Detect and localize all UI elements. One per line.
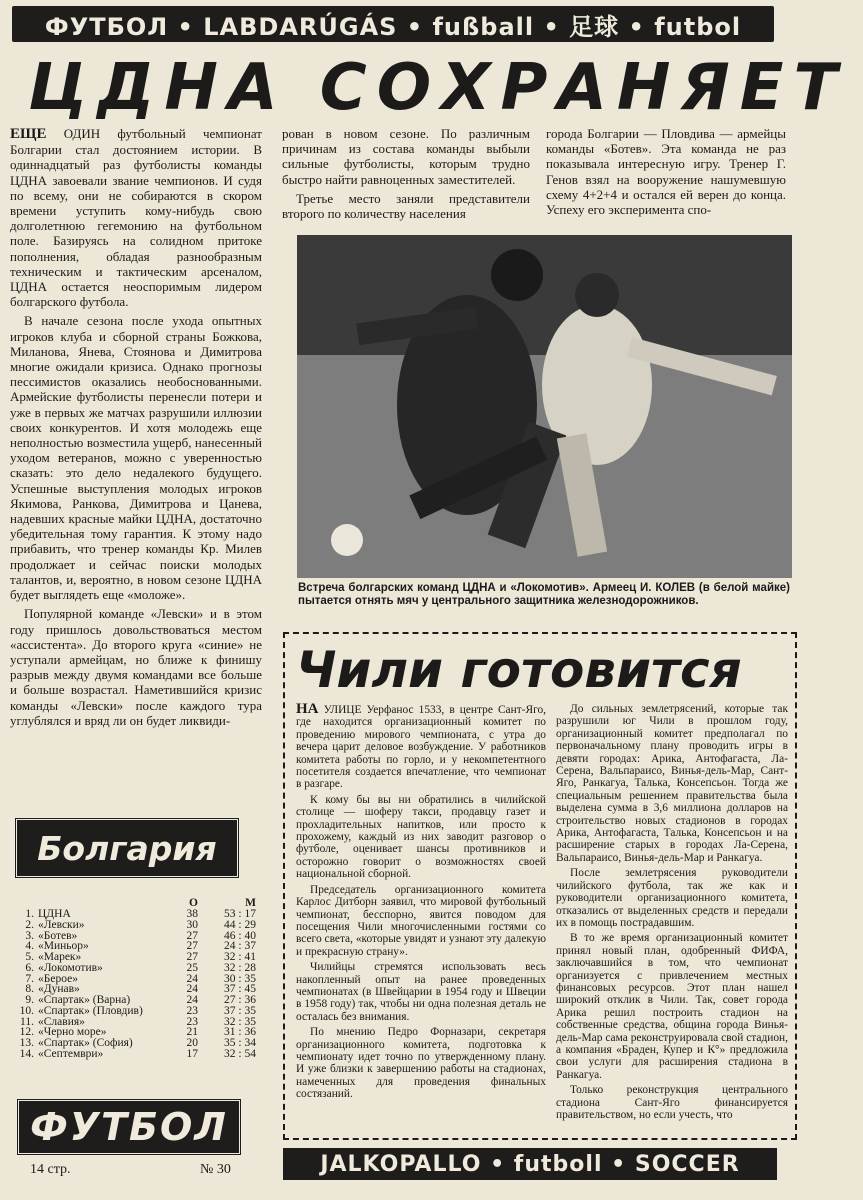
position-cell: 13.: [19, 1037, 34, 1049]
main-article-column-3: [546, 126, 786, 221]
goals-column-header: М: [245, 897, 256, 909]
article-paragraph: Третье место заняли представители второго по количеству населения: [282, 190, 530, 222]
chile-headline: Чили готовится: [296, 641, 742, 699]
article-paragraph: [296, 703, 546, 791]
goals-cell: 37 : 35: [224, 1004, 256, 1017]
goals-cell: 44 : 29: [224, 918, 256, 931]
goals-cell: 32 : 54: [224, 1047, 256, 1060]
points-cell: 24: [186, 983, 198, 996]
points-cell: 27: [186, 951, 198, 963]
article-paragraph: рован в новом сезоне. По различным причинам из состава команды выбыли сильные футболисты, которым трудно быстро найти равноценных заместителей.: [282, 126, 530, 187]
position-cell: 1.: [25, 908, 34, 920]
position-cell: 6.: [25, 961, 34, 974]
points-column-header: О: [189, 897, 198, 909]
team-cell: ЦДНА: [38, 908, 71, 920]
points-cell: 20: [186, 1037, 198, 1049]
points-cell: 23: [186, 1004, 198, 1017]
standings-row: [14, 1049, 264, 1060]
team-cell: «Ботев»: [38, 929, 78, 942]
points-cell: 23: [186, 1015, 198, 1028]
article-paragraph: Популярной команде «Левски» и в этом году пришлось довольствоваться местом «ассистента». До второго круга «синие» не уступали армейцам, но ближе к финишу разрыв между двумя командами все больше и больше возрастал. Наметившийся кризис команды «Левски» после каждого тура углублялся и вряд ли он будет ликвиди-: [10, 606, 262, 728]
team-cell: «Левски»: [38, 918, 85, 931]
position-cell: 2.: [25, 918, 34, 931]
team-cell: «Берое»: [38, 972, 78, 985]
goals-cell: 30 : 35: [224, 972, 256, 985]
bulgaria-badge: Болгария: [14, 817, 240, 879]
points-cell: 27: [186, 929, 198, 942]
team-cell: «Черно море»: [38, 1026, 107, 1039]
match-photo: [297, 235, 792, 578]
paragraph-text: УЛИЦЕ Уерфанос 1533, в центре Сант-Яго, где находится организационный комитет по проведению мирового чемпионата, с утра до вечера царит деловое возбуждение. У работников комитета работы по горло, и у некомпетентного посетителя создается впечатление, что чемпионат в разгаре.: [296, 704, 546, 791]
article-paragraph: До сильных землетрясений, которые так разрушили юг Чили в прошлом году, организационный комитет предполагал по первоначальному плану проводить игры в девяти городах: Арика, Антофагаста, Ла-Серена, Вальпараисо, Винья-дель-Мар, Сант-Яго, Ранкагуа, Талька, Консепсьон. Тогда же специальным решением правительства была выделена сумма в 3,6 миллиона долларов на строительство новых стадионов в городах Арика, Антофагаста, Талька, Консепсьон и на расширение старых в городах Ла-Серена, Вальпараисо, Винья-дель-Мар и Ранкагуа.: [556, 703, 788, 864]
points-cell: 30: [186, 918, 198, 931]
position-cell: 4.: [25, 940, 34, 953]
team-cell: «Спартак» (София): [38, 1037, 133, 1049]
paragraph-text: ОДИН футбольный чемпионат Болгарии стал достоянием истории. В одиннадцатый раз футболисты команды ЦДНА завоевали звание чемпионов. И судя по всему, они не собираются в скором времени уступить кому-нибудь свою долголетнюю гегемонию на футбольном поле. Базируясь на солидном притоке пополнения, обладая разнообразным техническим и тактическим арсеналом, ЦДНА остается неоспоримым лидером болгарского футбола.: [10, 126, 262, 310]
lead-word: НА: [296, 701, 319, 717]
standings-row: [14, 963, 264, 974]
main-article-column-1: [10, 126, 262, 806]
main-article-column-2: [282, 126, 530, 225]
article-paragraph: города Болгарии — Пловдива — армейцы команды «Ботев». Эта команда не раз показывала интересную игру. Тренер Г. Генов взял на вооружение нашумевшую схему 4+2+4 и остался ей верен до конца. Успеху его эксперимента спо-: [546, 126, 786, 218]
position-cell: 14.: [19, 1047, 34, 1060]
position-cell: 10.: [19, 1004, 34, 1017]
goals-cell: 32 : 35: [224, 1015, 256, 1028]
position-cell: 7.: [25, 972, 34, 985]
article-paragraph: К кому бы вы ни обратились в чилийской столице — шоферу такси, продавцу газет и прохладительных напитков, или просто к прохожему, каждый из них заводит разговор о футболе, оценивает шансы противников и осторожно говорит о возможностях своей национальной сборной.: [296, 793, 546, 881]
goals-cell: 32 : 28: [224, 961, 256, 974]
article-headline: ЦДНА СОХРАНЯЕТ: [28, 51, 848, 125]
photo-caption: Встреча болгарских команд ЦДНА и «Локомотив». Армеец И. КОЛЕВ (в белой майке) пытается отнять мяч у центрального защитника железнодорожников.: [298, 582, 790, 607]
article-paragraph: Только реконструкция центрального стадиона Сант-Яго финансируется правительством, но если учесть, что: [556, 1084, 788, 1121]
issue-number: № 30: [200, 1162, 231, 1177]
page-number: 14 стр.: [30, 1162, 71, 1177]
position-cell: 12.: [19, 1026, 34, 1039]
team-cell: «Спартак» (Варна): [38, 994, 131, 1006]
standings-table: [14, 898, 264, 1060]
team-cell: «Марек»: [38, 951, 82, 963]
position-cell: 8.: [25, 983, 34, 996]
standings-row: [14, 920, 264, 931]
article-paragraph: В начале сезона после ухода опытных игроков клуба и сборной страны Божкова, Миланова, Янева, Стоянова и Димитрова многие ожидали кризиса. Однако прогнозы пессимистов оказались необоснованными. Армейские футболисты перенесли потери и уже в первых же матчах разрушили иллюзии своих конкурентов. И хотя молодежь еще неполностью возместила ущерб, нанесенный уходом ветеранов, можно с уверенностью сказать: это дело недалекого будущего. Успешные выступления молодых игроков Якимова, Ранкова, Димитрова и Цанева, надевших красные майки ЦДНА, достаточно убедительная тому гарантия. К этому надо прибавить, что тренер команды Кр. Милев продолжает и сейчас поиски молодых талантов, и, вероятно, в новом сезоне ЦДНА будет выглядеть еще «моложе».: [10, 313, 262, 603]
position-cell: 9.: [25, 994, 34, 1006]
article-paragraph: В то же время организационный комитет принял новый план, одобренный ФИФА, заключавшийся в том, что чемпионат организуется с привлечением местных финансовых ресурсов. Этот план нашел широкий отклик в Чили. Так, совет города Арика решил построить стадион на собственные средства, община города Винья-дель-Мар сама реконструировала свой стадион, а компания «Браден, Купер и К°» предложила свои услуги для расширения стадиона в Ранкагуа.: [556, 932, 788, 1081]
article-paragraph: [10, 126, 262, 309]
article-paragraph: Председатель организационного комитета Карлос Дитборн заявил, что мировой футбольный чемпионат, бесспорно, явится поводом для посещения Чили многочисленными гостями со всего света, «которые увидят и узнают эту далекую и прекрасную страну».: [296, 883, 546, 958]
chile-column-1: [296, 703, 546, 1104]
top-banner: ФУТБОЛ • LABDARÚGÁS • fußball • 足球 • futbol: [12, 6, 774, 42]
article-paragraph: Чилийцы стремятся использовать весь накопленный опыт на ранее проведенных чемпионатах (в Швейцарии в 1954 году и Швеции в 1958 году) так, чтобы ни одна полезная деталь не осталась без внимания.: [296, 961, 546, 1023]
position-cell: 3.: [25, 929, 34, 942]
team-cell: «Миньор»: [38, 940, 89, 953]
article-paragraph: По мнению Педро Форназари, секретаря организационного комитета, подготовка к чемпионату идет точно по утвержденному плану. И уже близки к завершению работы на стадионах, намеченных для проведения финальных состязаний.: [296, 1026, 546, 1101]
points-cell: 38: [186, 908, 198, 920]
goals-cell: 46 : 40: [224, 929, 256, 942]
lead-word: ЕЩЕ: [10, 126, 47, 142]
football-badge: ФУТБОЛ: [16, 1098, 242, 1156]
points-cell: 17: [186, 1047, 198, 1060]
goals-cell: 24 : 37: [224, 940, 256, 953]
goals-cell: 31 : 36: [224, 1026, 256, 1039]
team-cell: «Локомотив»: [38, 961, 103, 974]
team-cell: «Дунав»: [38, 983, 80, 996]
points-cell: 24: [186, 994, 198, 1006]
article-paragraph: После землетрясения руководители чилийского футбола, так же как и руководители организационного комитета, отказались от выделенных средств и передали их в помощь пострадавшим.: [556, 867, 788, 929]
team-cell: «Славия»: [38, 1015, 85, 1028]
goals-cell: 53 : 17: [224, 908, 256, 920]
goals-cell: 32 : 41: [224, 951, 256, 963]
goals-cell: 27 : 36: [224, 994, 256, 1006]
points-cell: 25: [186, 961, 198, 974]
team-cell: «Спартак» (Пловдив): [38, 1004, 143, 1017]
position-cell: 5.: [25, 951, 34, 963]
points-cell: 27: [186, 940, 198, 953]
bottom-banner: JALKOPALLO • futboll • SOCCER: [283, 1148, 777, 1180]
goals-cell: 35 : 34: [224, 1037, 256, 1049]
points-cell: 21: [186, 1026, 198, 1039]
chile-column-2: [556, 703, 788, 1124]
position-cell: 11.: [20, 1015, 34, 1028]
goals-cell: 37 : 45: [224, 983, 256, 996]
match-photo-image: [297, 235, 792, 578]
points-cell: 24: [186, 972, 198, 985]
standings-row: [14, 1006, 264, 1017]
team-cell: «Септември»: [38, 1047, 104, 1060]
